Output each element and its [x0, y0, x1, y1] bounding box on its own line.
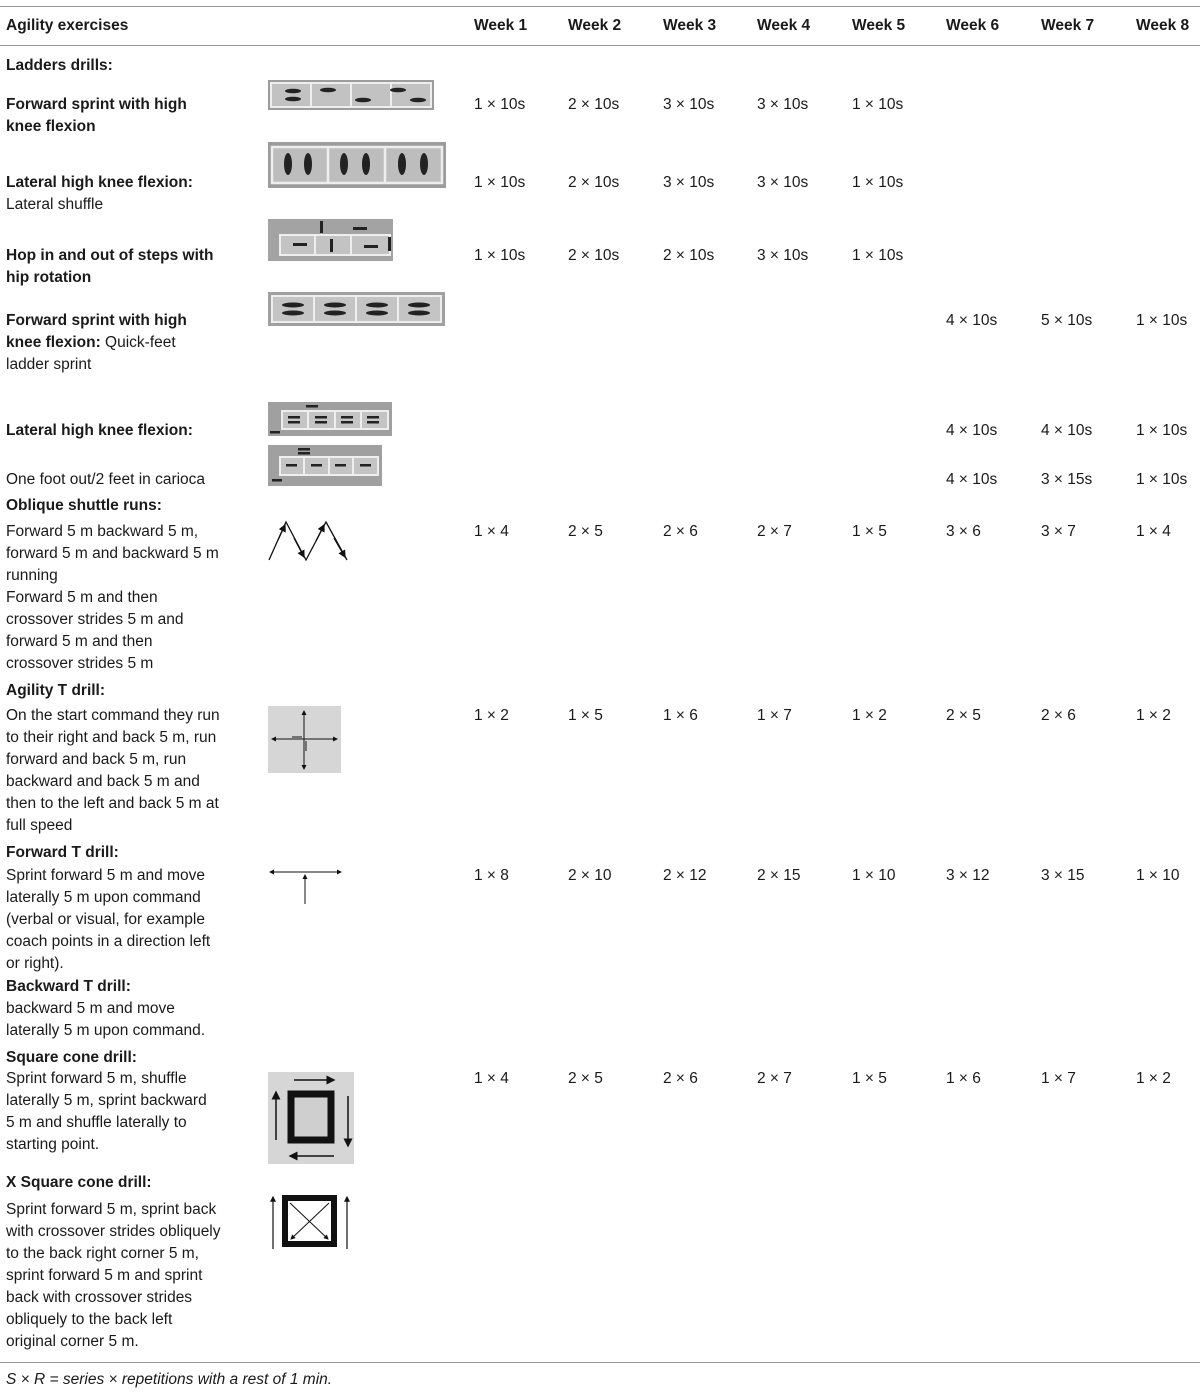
value-cell-row-4-week-7: 4 × 10s [1041, 422, 1093, 439]
row-6-desc-line-0: Forward 5 m backward 5 m, [6, 523, 199, 540]
row-11-desc-line-1: with crossover strides obliquely [6, 1223, 221, 1240]
value-cell-row-6-week-3: 2 × 6 [663, 523, 698, 540]
value-cell-row-4-week-6: 4 × 10s [946, 422, 998, 439]
row-10-desc-line-1: laterally 5 m, sprint backward [6, 1092, 207, 1109]
row-10-desc-line-3: starting point. [6, 1136, 100, 1153]
value-cell-row-10-week-3: 2 × 6 [663, 1070, 698, 1087]
row-3-name-line-0: Forward sprint with high [6, 312, 187, 329]
value-cell-row-7-week-4: 1 × 7 [757, 707, 792, 724]
value-cell-row-0-week-3: 3 × 10s [663, 96, 715, 113]
value-cell-row-10-week-2: 2 × 5 [568, 1070, 603, 1087]
zigzag-shuttle-icon [266, 516, 352, 564]
value-cell-row-3-week-7: 5 × 10s [1041, 312, 1093, 329]
value-cell-row-10-week-4: 2 × 7 [757, 1070, 792, 1087]
value-cell-row-0-week-4: 3 × 10s [757, 96, 809, 113]
row-6-desc-line-2: running [6, 567, 58, 584]
value-cell-row-10-week-6: 1 × 6 [946, 1070, 981, 1087]
row-1-desc-line-0: Lateral shuffle [6, 196, 104, 213]
row-11-desc-line-6: original corner 5 m. [6, 1333, 139, 1350]
value-cell-row-7-week-7: 2 × 6 [1041, 707, 1076, 724]
value-cell-row-6-week-6: 3 × 6 [946, 523, 981, 540]
header-week-1: Week 1 [474, 17, 528, 34]
row-11-desc-line-3: sprint forward 5 m and sprint [6, 1267, 203, 1284]
row-7-desc-line-3: backward and back 5 m and [6, 773, 200, 790]
row-11-desc-line-5: obliquely to the back left [6, 1311, 173, 1328]
row-5-desc-line-0: One foot out/2 feet in carioca [6, 471, 206, 488]
header-week-7: Week 7 [1041, 17, 1095, 34]
row-7-desc-line-2: forward and back 5 m, run [6, 751, 187, 768]
value-cell-row-0-week-2: 2 × 10s [568, 96, 620, 113]
row-7-desc-line-4: then to the left and back 5 m at [6, 795, 219, 812]
value-cell-row-5-week-6: 4 × 10s [946, 471, 998, 488]
value-cell-row-2-week-3: 2 × 10s [663, 247, 715, 264]
row-3-name-line-1-wrap [6, 332, 176, 354]
ladder-lateral2-icon [268, 402, 392, 436]
row-7-desc-line-0: On the start command they run [6, 707, 220, 724]
row-6-desc-line-1: forward 5 m and backward 5 m [6, 545, 219, 562]
value-cell-row-8-week-5: 1 × 10 [852, 867, 896, 884]
row-10-name-line-0: Square cone drill: [6, 1049, 137, 1066]
row-10-desc-line-2: 5 m and shuffle laterally to [6, 1114, 187, 1131]
row-6-desc-line-4: crossover strides 5 m and [6, 611, 184, 628]
value-cell-row-3-week-6: 4 × 10s [946, 312, 998, 329]
row-9-name-line-0: Backward T drill: [6, 978, 131, 995]
table-top-rule [0, 6, 1200, 7]
row-6-name-line-0: Oblique shuttle runs: [6, 497, 162, 514]
header-week-2: Week 2 [568, 17, 622, 34]
row-0-name-line-1: knee flexion [6, 118, 96, 135]
value-cell-row-7-week-5: 1 × 2 [852, 707, 887, 724]
row-7-desc-line-1: to their right and back 5 m, run [6, 729, 217, 746]
value-cell-row-5-week-8: 1 × 10s [1136, 471, 1188, 488]
header-week-5: Week 5 [852, 17, 906, 34]
row-2-name-line-1: hip rotation [6, 269, 92, 286]
row-9-desc-line-0: backward 5 m and move [6, 1000, 175, 1017]
value-cell-row-8-week-8: 1 × 10 [1136, 867, 1180, 884]
header-title: Agility exercises [6, 17, 129, 34]
value-cell-row-8-week-1: 1 × 8 [474, 867, 509, 884]
row-10-desc-line-0: Sprint forward 5 m, shuffle [6, 1070, 187, 1087]
value-cell-row-10-week-7: 1 × 7 [1041, 1070, 1076, 1087]
value-cell-row-6-week-4: 2 × 7 [757, 523, 792, 540]
value-cell-row-1-week-4: 3 × 10s [757, 174, 809, 191]
value-cell-row-10-week-1: 1 × 4 [474, 1070, 509, 1087]
header-rule [0, 45, 1200, 46]
row-11-name-line-0: X Square cone drill: [6, 1174, 152, 1191]
row-0-name-line-0: Forward sprint with high [6, 96, 187, 113]
row-7-desc-line-5: full speed [6, 817, 73, 834]
header-week-4: Week 4 [757, 17, 811, 34]
value-cell-row-7-week-6: 2 × 5 [946, 707, 981, 724]
section-ladders-drills: Ladders drills: [6, 57, 113, 74]
value-cell-row-3-week-8: 1 × 10s [1136, 312, 1188, 329]
row-8-desc-line-3: coach points in a direction left [6, 933, 211, 950]
row-4-name-line-0: Lateral high knee flexion: [6, 422, 193, 439]
table-bottom-rule [0, 1362, 1200, 1363]
row-3-desc-line-0: ladder sprint [6, 356, 92, 373]
value-cell-row-10-week-8: 1 × 2 [1136, 1070, 1171, 1087]
agility-t-icon [268, 706, 341, 773]
footnote: S × R = series × repetitions with a rest of 1 min. [6, 1371, 333, 1388]
value-cell-row-7-week-8: 1 × 2 [1136, 707, 1171, 724]
value-cell-row-6-week-1: 1 × 4 [474, 523, 509, 540]
ladder-forward-icon [268, 80, 434, 110]
row-8-desc-line-4: or right). [6, 955, 64, 972]
row-6-desc-line-5: forward 5 m and then [6, 633, 153, 650]
ladder-lateral-icon [268, 142, 446, 188]
square-cone-icon [268, 1072, 354, 1164]
row-6-desc-line-6: crossover strides 5 m [6, 655, 154, 672]
ladder-carioca-icon [268, 445, 382, 486]
value-cell-row-1-week-5: 1 × 10s [852, 174, 904, 191]
row-11-desc-line-2: to the back right corner 5 m, [6, 1245, 199, 1262]
row-3-name-line-1: knee flexion: [6, 334, 101, 351]
value-cell-row-10-week-5: 1 × 5 [852, 1070, 887, 1087]
value-cell-row-8-week-4: 2 × 15 [757, 867, 801, 884]
value-cell-row-6-week-2: 2 × 5 [568, 523, 603, 540]
x-square-cone-icon [268, 1193, 352, 1251]
row-11-desc-line-0: Sprint forward 5 m, sprint back [6, 1201, 217, 1218]
value-cell-row-5-week-7: 3 × 15s [1041, 471, 1093, 488]
value-cell-row-7-week-1: 1 × 2 [474, 707, 509, 724]
value-cell-row-2-week-1: 1 × 10s [474, 247, 526, 264]
value-cell-row-7-week-2: 1 × 5 [568, 707, 603, 724]
row-7-name-line-0: Agility T drill: [6, 682, 106, 699]
value-cell-row-4-week-8: 1 × 10s [1136, 422, 1188, 439]
header-week-6: Week 6 [946, 17, 1000, 34]
row-2-name-line-0: Hop in and out of steps with [6, 247, 214, 264]
value-cell-row-1-week-1: 1 × 10s [474, 174, 526, 191]
row-3-name-suffix: Quick-feet [100, 334, 176, 351]
value-cell-row-8-week-7: 3 × 15 [1041, 867, 1085, 884]
value-cell-row-6-week-7: 3 × 7 [1041, 523, 1076, 540]
value-cell-row-2-week-5: 1 × 10s [852, 247, 904, 264]
row-9-desc-line-1: laterally 5 m upon command. [6, 1022, 206, 1039]
value-cell-row-1-week-2: 2 × 10s [568, 174, 620, 191]
value-cell-row-8-week-3: 2 × 12 [663, 867, 707, 884]
value-cell-row-1-week-3: 3 × 10s [663, 174, 715, 191]
ladder-hop-icon [268, 219, 393, 261]
value-cell-row-2-week-4: 3 × 10s [757, 247, 809, 264]
value-cell-row-6-week-5: 1 × 5 [852, 523, 887, 540]
value-cell-row-6-week-8: 1 × 4 [1136, 523, 1171, 540]
row-8-desc-line-1: laterally 5 m upon command [6, 889, 201, 906]
row-8-name-line-0: Forward T drill: [6, 844, 119, 861]
value-cell-row-8-week-6: 3 × 12 [946, 867, 990, 884]
value-cell-row-8-week-2: 2 × 10 [568, 867, 612, 884]
value-cell-row-7-week-3: 1 × 6 [663, 707, 698, 724]
row-1-name-line-0: Lateral high knee flexion: [6, 174, 193, 191]
value-cell-row-2-week-2: 2 × 10s [568, 247, 620, 264]
row-8-desc-line-0: Sprint forward 5 m and move [6, 867, 206, 884]
value-cell-row-0-week-1: 1 × 10s [474, 96, 526, 113]
ladder-quickfeet-icon [268, 292, 445, 326]
row-8-desc-line-2: (verbal or visual, for example [6, 911, 205, 928]
row-6-desc-line-3: Forward 5 m and then [6, 589, 158, 606]
value-cell-row-0-week-5: 1 × 10s [852, 96, 904, 113]
row-11-desc-line-4: back with crossover strides [6, 1289, 193, 1306]
header-week-8: Week 8 [1136, 17, 1190, 34]
header-week-3: Week 3 [663, 17, 717, 34]
forward-t-icon [268, 864, 344, 906]
